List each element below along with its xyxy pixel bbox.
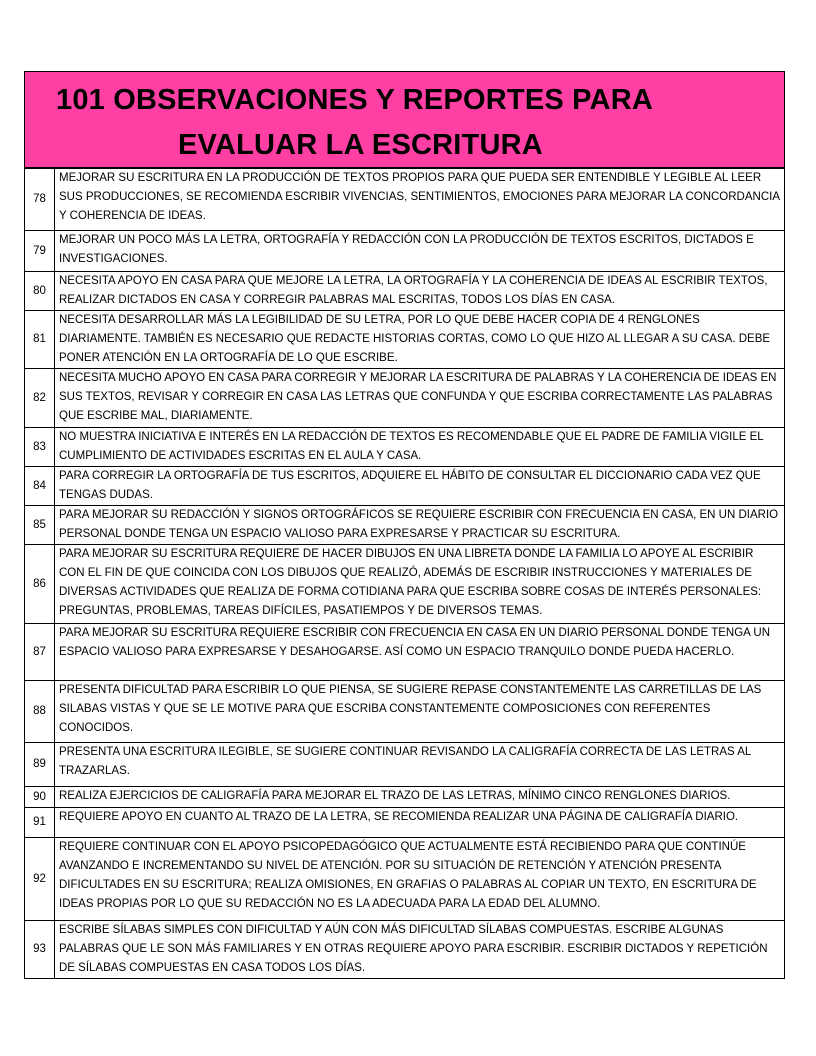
page-title-line-1: 101 OBSERVACIONES Y REPORTES PARA (56, 84, 653, 116)
table-row (25, 311, 785, 369)
observation-text: PARA CORREGIR LA ORTOGRAFÍA DE TUS ESCRITOS, ADQUIERE EL HÁBITO DE CONSULTAR EL DICCIONARIO CADA VEZ QUE TENGAS DUDAS. (55, 467, 785, 506)
observations-sheet (24, 71, 785, 979)
table-row (25, 369, 785, 428)
table-row (25, 428, 785, 467)
observation-text: NECESITA APOYO EN CASA PARA QUE MEJORE LA LETRA, LA ORTOGRAFÍA Y LA COHERENCIA DE IDEAS AL ESCRIBIR TEXTOS, REALIZAR DICTADOS EN CASA Y CORREGIR PALABRAS MAL ESCRITAS, TODOS LOS DÍAS EN CASA. (55, 272, 785, 311)
observation-text: PRESENTA UNA ESCRITURA ILEGIBLE, SE SUGIERE CONTINUAR REVISANDO LA CALIGRAFÍA CORRECTA DE LAS LETRAS AL TRAZARLAS. (55, 743, 785, 787)
table-row (25, 231, 785, 272)
observation-number: 84 (25, 467, 55, 506)
observation-number: 93 (25, 921, 55, 979)
table-row (25, 506, 785, 545)
observation-number: 78 (25, 169, 55, 231)
observation-text: PARA MEJORAR SU REDACCIÓN Y SIGNOS ORTOGRÁFICOS SE REQUIERE ESCRIBIR CON FRECUENCIA EN CASA, EN UN DIARIO PERSONAL DONDE TENGA UN ESPACIO VALIOSO PARA EXPRESARSE Y PRACTICAR SU ESCRITURA. (55, 506, 785, 545)
observation-text: REALIZA EJERCICIOS DE CALIGRAFÍA PARA MEJORAR EL TRAZO DE LAS LETRAS, MÍNIMO CINCO RENGLONES DIARIOS. (55, 787, 785, 808)
table-row (25, 624, 785, 681)
observation-text: MEJORAR SU ESCRITURA EN LA PRODUCCIÓN DE TEXTOS PROPIOS PARA QUE PUEDA SER ENTENDIBLE Y LEGIBLE AL LEER SUS PRODUCCIONES, SE RECOMIENDA ESCRIBIR VIVENCIAS, SENTIMIENTOS, EMOCIONES PARA MEJORAR LA CONCORDANCIA Y COHERENCIA DE IDEAS. (55, 169, 785, 231)
table-row (25, 838, 785, 921)
table-row (25, 921, 785, 979)
observation-text: NECESITA DESARROLLAR MÁS LA LEGIBILIDAD DE SU LETRA, POR LO QUE DEBE HACER COPIA DE 4 RENGLONES DIARIAMENTE. TAMBIÉN ES NECESARIO QUE REDACTE HISTORIAS CORTAS, COMO LO QUE HIZO AL LLEGAR A SU CASA. DEBE PONER ATENCIÓN EN LA ORTOGRAFÍA DE LO QUE ESCRIBE. (55, 311, 785, 369)
table-row (25, 545, 785, 624)
table-row (25, 787, 785, 808)
table-row (25, 169, 785, 231)
observation-text: REQUIERE APOYO EN CUANTO AL TRAZO DE LA LETRA, SE RECOMIENDA REALIZAR UNA PÁGINA DE CALIGRAFÍA DIARIO. (55, 808, 785, 838)
observation-number: 87 (25, 624, 55, 681)
observation-text: PRESENTA DIFICULTAD PARA ESCRIBIR LO QUE PIENSA, SE SUGIERE REPASE CONSTANTEMENTE LAS CARRETILLAS DE LAS SILABAS VISTAS Y QUE SE LE MOTIVE PARA QUE ESCRIBA CONSTANTEMENTE COMPOSICIONES CON REFERENTES CONOCIDOS. (55, 681, 785, 743)
observation-number: 80 (25, 272, 55, 311)
table-row (25, 467, 785, 506)
observation-number: 91 (25, 808, 55, 838)
observation-number: 79 (25, 231, 55, 272)
observation-text: NO MUESTRA INICIATIVA E INTERÉS EN LA REDACCIÓN DE TEXTOS ES RECOMENDABLE QUE EL PADRE DE FAMILIA VIGILE EL CUMPLIMIENTO DE ACTIVIDADES ESCRITAS EN EL AULA Y CASA. (55, 428, 785, 467)
table-row (25, 743, 785, 787)
observation-text: PARA MEJORAR SU ESCRITURA REQUIERE DE HACER DIBUJOS EN UNA LIBRETA DONDE LA FAMILIA LO APOYE AL ESCRIBIR CON EL FIN DE QUE COINCIDA CON LOS DIBUJOS QUE REALIZÓ, ADEMÁS DE ESCRIBIR INSTRUCCIONES Y MATERIALES DE DIVERSAS ACTIVIDADES QUE REALIZA DE FORMA COTIDIANA PARA QUE ESCRIBA SOBRE COSAS DE INTERÉS PERSONALES: PREGUNTAS, PROBLEMAS, TAREAS DIFÍCILES, PASATIEMPOS Y DE DIVERSOS TEMAS. (55, 545, 785, 624)
observation-number: 89 (25, 743, 55, 787)
observation-number: 82 (25, 369, 55, 428)
observation-text: MEJORAR UN POCO MÁS LA LETRA, ORTOGRAFÍA Y REDACCIÓN CON LA PRODUCCIÓN DE TEXTOS ESCRITOS, DICTADOS E INVESTIGACIONES. (55, 231, 785, 272)
table-row (25, 808, 785, 838)
table-row (25, 681, 785, 743)
observation-text: ESCRIBE SÍLABAS SIMPLES CON DIFICULTAD Y AÚN CON MÁS DIFICULTAD SÍLABAS COMPUESTAS. ESCRIBE ALGUNAS PALABRAS QUE LE SON MÁS FAMILIARES Y EN OTRAS REQUIERE APOYO PARA ESCRIBIR. ESCRIBIR DICTADOS Y REPETICIÓN DE SÍLABAS COMPUESTAS EN CASA TODOS LOS DÍAS. (55, 921, 785, 979)
observation-number: 92 (25, 838, 55, 921)
observations-table (24, 168, 785, 979)
observation-text: NECESITA MUCHO APOYO EN CASA PARA CORREGIR Y MEJORAR LA ESCRITURA DE PALABRAS Y LA COHERENCIA DE IDEAS EN SUS TEXTOS, REVISAR Y CORREGIR EN CASA LAS LETRAS QUE CONFUNDA Y QUE ESCRIBA CORRECTAMENTE LAS PALABRAS QUE ESCRIBE MAL, DIARIAMENTE. (55, 369, 785, 428)
observation-number: 90 (25, 787, 55, 808)
observation-text: REQUIERE CONTINUAR CON EL APOYO PSICOPEDAGÓGICO QUE ACTUALMENTE ESTÁ RECIBIENDO PARA QUE CONTINÚE AVANZANDO E INCREMENTANDO SU NIVEL DE ATENCIÓN. POR SU SITUACIÓN DE RETENCIÓN Y ATENCIÓN PRESENTA DIFICULTADES EN SU ESCRITURA; REALIZA OMISIONES, EN GRAFIAS O PALABRAS AL COPIAR UN TEXTO, EN ESCRITURA DE IDEAS PROPIAS POR LO QUE SU REDACCIÓN NO ES LA ADECUADA PARA LA EDAD DEL ALUMNO. (55, 838, 785, 921)
table-row (25, 272, 785, 311)
observation-number: 85 (25, 506, 55, 545)
observation-number: 83 (25, 428, 55, 467)
observation-text: PARA MEJORAR SU ESCRITURA REQUIERE ESCRIBIR CON FRECUENCIA EN CASA EN UN DIARIO PERSONAL DONDE TENGA UN ESPACIO VALIOSO PARA EXPRESARSE Y DESAHOGARSE. ASÍ COMO UN ESPACIO TRANQUILO DONDE PUEDA HACERLO. (55, 624, 785, 681)
observation-number: 81 (25, 311, 55, 369)
observation-number: 86 (25, 545, 55, 624)
page-title-line-2: EVALUAR LA ESCRITURA (178, 129, 543, 161)
title-banner (24, 71, 785, 168)
observation-number: 88 (25, 681, 55, 743)
